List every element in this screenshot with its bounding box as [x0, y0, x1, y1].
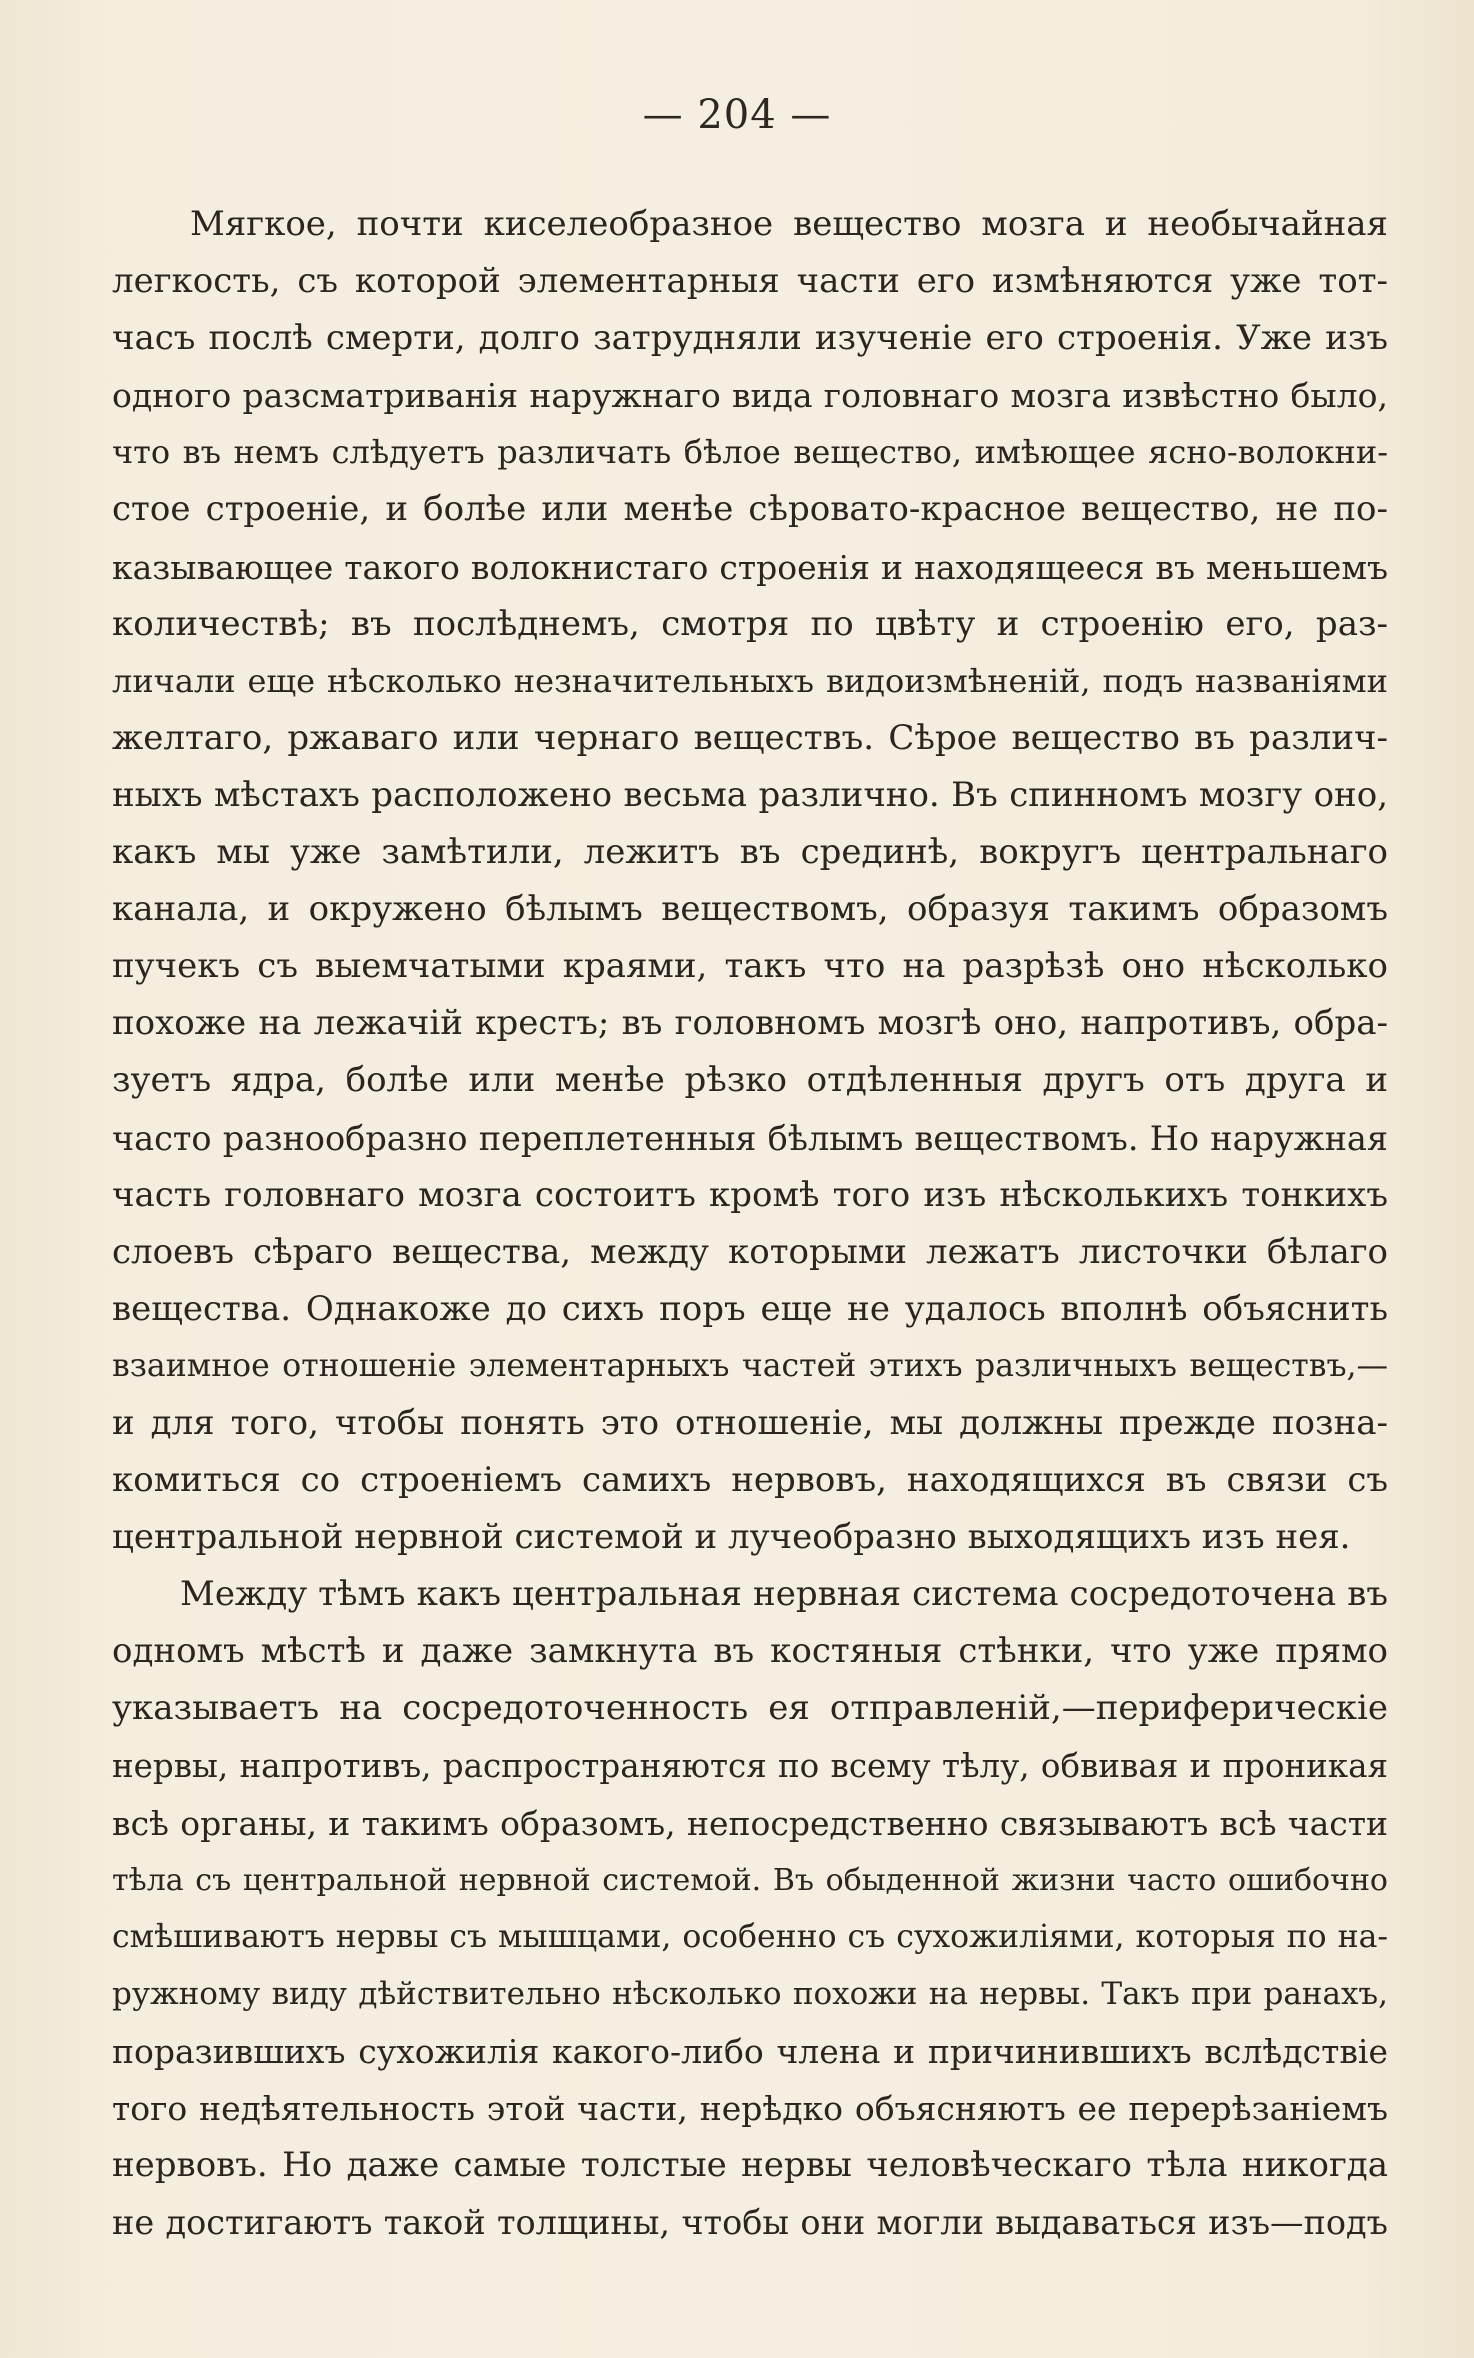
text-line: что въ немъ слѣдуетъ различать бѣлое вещество, имѣющее ясно-волокни- — [112, 433, 1388, 472]
page-number: — 204 — — [642, 92, 832, 138]
text-line: какъ мы уже замѣтили, лежитъ въ срединѣ, вокругъ центральнаго — [112, 832, 1388, 873]
text-line: желтаго, ржаваго или чернаго веществъ. Сѣрое вещество въ различ- — [112, 717, 1388, 758]
text-line: стое строеніе, и болѣе или менѣе сѣровато-красное вещество, не по- — [112, 489, 1388, 530]
text-line: поразившихъ сухожилія какого-либо члена и причинившихъ вслѣдствіе — [112, 2032, 1388, 2071]
text-line: слоевъ сѣраго вещества, между которыми лежатъ листочки бѣлаго — [112, 1231, 1388, 1272]
text-line: количествѣ; въ послѣднемъ, смотря по цвѣту и строенію его, раз- — [112, 603, 1388, 644]
text-line: тѣла съ центральной нервной системой. Въ обыденной жизни часто ошибочно — [112, 1862, 1388, 1898]
text-line: одного разсматриванія наружнаго вида головнаго мозга извѣстно было, — [112, 376, 1388, 416]
text-line: не достигаютъ такой толщины, чтобы они могли выдаваться изъ—подъ — [112, 2203, 1388, 2243]
text-line: зуетъ ядра, болѣе или менѣе рѣзко отдѣленныя другъ отъ друга и — [112, 1060, 1388, 1101]
body-text — [112, 196, 1388, 2251]
text-line: взаимное отношеніе элементарныхъ частей этихъ различныхъ веществъ,— — [112, 1347, 1388, 1384]
text-line: Между тѣмъ какъ центральная нервная система сосредоточена въ — [180, 1574, 1388, 1615]
text-line: пучекъ съ выемчатыми краями, такъ что на разрѣзѣ оно нѣсколько — [112, 946, 1388, 987]
text-line: центральной нервной системой и лучеобразно выходящихъ изъ нея. — [112, 1517, 1351, 1558]
text-line: нервовъ. Но даже самые толстые нервы человѣческаго тѣла никогда — [112, 2145, 1388, 2186]
text-line: одномъ мѣстѣ и даже замкнута въ костяныя стѣнки, что уже прямо — [112, 1631, 1388, 1672]
text-line: всѣ органы, и такимъ образомъ, непосредственно связываютъ всѣ части — [112, 1803, 1388, 1843]
text-line: комиться со строеніемъ самихъ нервовъ, находящихся въ связи съ — [112, 1460, 1388, 1501]
text-line: часто разнообразно переплетенныя бѣлымъ веществомъ. Но наружная — [112, 1118, 1388, 1158]
text-line: вещества. Однакоже до сихъ поръ еще не удалось вполнѣ объяснить — [112, 1288, 1388, 1329]
text-line: указываетъ на сосредоточенность ея отправленій,—периферическіе — [112, 1688, 1388, 1729]
text-line: похоже на лежачій крестъ; въ головномъ мозгѣ оно, напротивъ, обра- — [112, 1003, 1388, 1044]
text-line: нервы, напротивъ, распространяются по всему тѣлу, обвивая и проникая — [112, 1746, 1388, 1785]
text-line: легкость, съ которой элементарныя части его измѣняются уже тот- — [112, 261, 1388, 302]
text-line: и для того, чтобы понять это отношеніе, мы должны прежде позна- — [112, 1402, 1388, 1443]
text-line: смѣшиваютъ нервы съ мышцами, особенно съ сухожиліями, которыя по на- — [112, 1918, 1388, 1955]
text-line: часть головнаго мозга состоитъ кромѣ того изъ нѣсколькихъ тонкихъ — [112, 1174, 1388, 1215]
text-line: часъ послѣ смерти, долго затрудняли изученіе его строенія. Уже изъ — [112, 318, 1388, 359]
text-line: казывающее такого волокнистаго строенія и находящееся въ меньшемъ — [112, 547, 1388, 587]
text-line: ныхъ мѣстахъ расположено весьма различно. Въ спинномъ мозгу оно, — [112, 774, 1388, 815]
text-line: канала, и окружено бѣлымъ веществомъ, образуя такимъ образомъ — [112, 889, 1388, 930]
text-line: личали еще нѣсколько незначительныхъ видоизмѣненій, подъ названіями — [112, 661, 1388, 700]
text-line: того недѣятельность этой части, нерѣдко объясняютъ ее перерѣзаніемъ — [112, 2089, 1388, 2129]
text-line: ружному виду дѣйствительно нѣсколько похожи на нервы. Такъ при ранахъ, — [112, 1975, 1388, 2012]
text-line: Мягкое, почти киселеобразное вещество мозга и необычайная — [190, 204, 1388, 244]
